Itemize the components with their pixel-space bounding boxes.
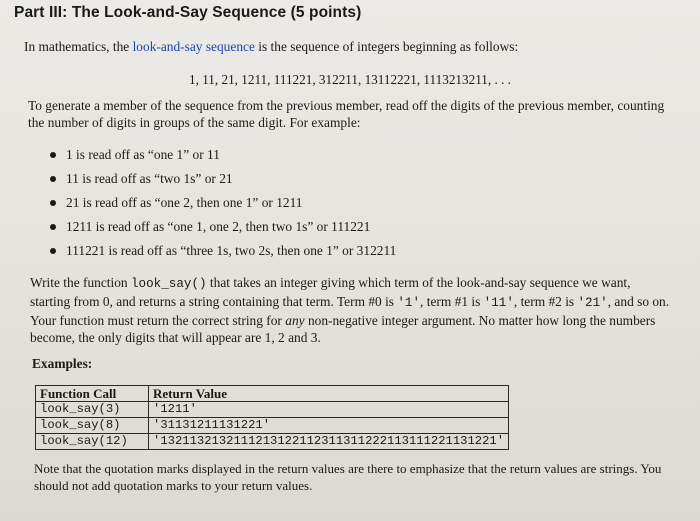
generate-paragraph: To generate a member of the sequence from the previous member, read off the digits of the previous member, counting the number of digits in groups of the same digit. For example: — [28, 98, 665, 130]
term-0-value: '1' — [397, 296, 421, 310]
section-title: Part III: The Look-and-Say Sequence (5 points) — [14, 4, 362, 21]
return-value-cell: '31131211131221' — [149, 418, 509, 434]
bullet-item: 1211 is read off as “one 1, one 2, then two 1s” or 111221 — [50, 218, 396, 242]
desc-text: non-negative integer argument. No matter how long the numbers become, the only digits that will appear are 1, 2 and 3. — [30, 313, 656, 345]
examples-table — [35, 385, 509, 450]
term-2-value: '21' — [577, 296, 608, 310]
table-header-row — [36, 386, 509, 402]
desc-text: , and so on. Your function must return the correct string for — [30, 294, 670, 328]
term-1-value: '11' — [483, 296, 514, 310]
function-call-cell: look_say(8) — [36, 418, 149, 434]
table-row — [36, 402, 509, 418]
bullet-item: 111221 is read off as “three 1s, two 2s, then one 1” or 312211 — [50, 242, 396, 266]
desc-text: , term #1 is — [420, 294, 484, 309]
look-and-say-link[interactable]: look-and-say sequence — [132, 39, 255, 54]
desc-text: , term #2 is — [513, 294, 578, 309]
return-value-cell: '1321132132111213122112311311222113111221131221' — [149, 434, 509, 450]
examples-heading: Examples: — [32, 356, 93, 371]
bullet-item: 11 is read off as “two 1s” or 21 — [50, 170, 396, 194]
table-row — [36, 434, 509, 450]
function-call-cell: look_say(3) — [36, 402, 149, 418]
note-paragraph: Note that the quotation marks displayed in the return values are there to emphasize that the return values are strings. You should not add quotation marks to your return values. — [34, 461, 662, 493]
header-return-value: Return Value — [149, 386, 509, 402]
desc-text: that takes an integer giving which term of the look-and-say sequence we want, starting from 0, and returns a string containing that term. Term #0 is — [30, 275, 631, 309]
bullet-item: 21 is read off as “one 2, then one 1” or 1211 — [50, 194, 396, 218]
sequence-display: 1, 11, 21, 1211, 111221, 312211, 13112221, 1113213211, . . . — [189, 72, 511, 87]
function-call-cell: look_say(12) — [36, 434, 149, 450]
return-value-cell: '1211' — [149, 402, 509, 418]
function-name: look_say() — [130, 277, 207, 291]
intro-paragraph — [24, 38, 518, 55]
emphasis-any: any — [285, 313, 305, 328]
table-row — [36, 418, 509, 434]
intro-text: In mathematics, the — [24, 39, 133, 54]
header-function-call: Function Call — [36, 386, 149, 402]
function-description — [30, 274, 670, 346]
example-bullet-list — [50, 146, 396, 266]
intro-text-end: is the sequence of integers beginning as follows: — [254, 39, 519, 54]
bullet-item: 1 is read off as “one 1” or 11 — [50, 146, 396, 170]
desc-text: Write the function — [30, 275, 131, 290]
